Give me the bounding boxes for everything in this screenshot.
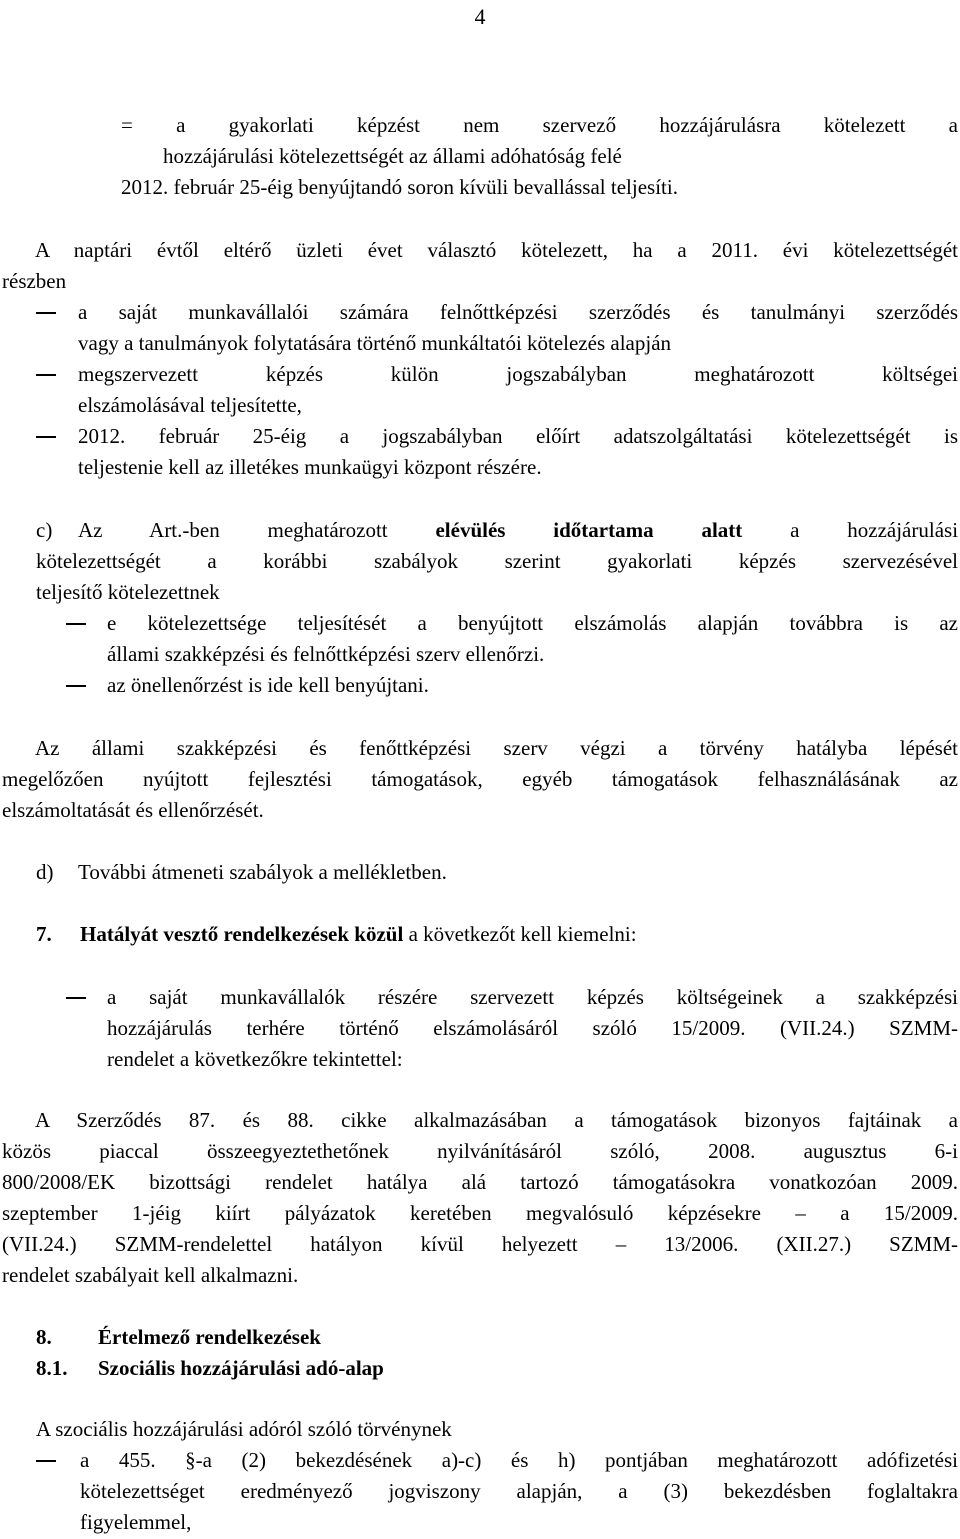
section-number: 7. <box>36 922 52 946</box>
list-item: kötelezettséget eredményező jogviszony alapján, a (3) bekezdésben foglaltakra <box>80 1479 958 1503</box>
dash-bullet <box>36 1460 56 1462</box>
list-item: hozzájárulás terhére történő elszámolásáról szóló 15/2009. (VII.24.) SZMM- <box>107 1016 958 1040</box>
list-item: állami szakképzési és felnőttképzési szerv ellenőrzi. <box>107 642 545 666</box>
paragraph-line: 2012. február 25-éig benyújtandó soron kívüli bevallással teljesíti. <box>121 175 678 199</box>
paragraph-line: A szociális hozzájárulási adóról szóló törvénynek <box>36 1417 452 1441</box>
dash-bullet <box>36 312 56 314</box>
paragraph-line: Az állami szakképzési és fenőttképzési szerv végzi a törvény hatályba lépését <box>35 736 958 760</box>
bold-text: alatt <box>701 518 743 542</box>
dash-bullet <box>66 685 86 687</box>
paragraph-line <box>78 518 958 543</box>
paragraph-line: (VII.24.) SZMM-rendelettel hatályon kívül helyezett – 13/2006. (XII.27.) SZMM- <box>2 1232 958 1256</box>
paragraph-line: elszámoltatását és ellenőrzését. <box>2 798 264 822</box>
item-label: d) <box>36 860 54 884</box>
list-item: 2012. február 25-éig a jogszabályban előírt adatszolgáltatási kötelezettségét is <box>78 424 958 448</box>
text-span: a hozzájárulási <box>790 518 959 542</box>
text-span: a következőt kell kiemelni: <box>403 922 637 946</box>
list-item: a 455. §-a (2) bekezdésének a)-c) és h) pontjában meghatározott adófizetési <box>80 1448 958 1472</box>
bold-text: elévülés <box>435 518 506 542</box>
list-item: rendelet a következőkre tekintettel: <box>107 1047 403 1071</box>
paragraph-line: További átmeneti szabályok a mellékletben. <box>78 860 447 884</box>
subsection-number: 8.1. <box>36 1356 68 1380</box>
paragraph-line: = a gyakorlati képzést nem szervező hozzájárulásra kötelezett a <box>121 113 958 137</box>
dash-bullet <box>66 623 86 625</box>
text-span: Az Art.-ben meghatározott <box>78 518 388 542</box>
paragraph-line: rendelet szabályait kell alkalmazni. <box>2 1263 299 1287</box>
paragraph-line: szeptember 1-jéig kiírt pályázatok keretében megvalósuló képzésekre – a 15/2009. <box>2 1201 958 1225</box>
paragraph-line: kötelezettségét a korábbi szabályok szerint gyakorlati képzés szervezésével <box>36 549 958 573</box>
bold-text: időtartama <box>553 518 654 542</box>
paragraph-line: teljesítő kötelezettnek <box>36 580 220 604</box>
section-title: Értelmező rendelkezések <box>98 1325 321 1349</box>
paragraph-line: hozzájárulási kötelezettségét az állami adóhatóság felé <box>163 144 622 168</box>
dash-bullet <box>36 436 56 438</box>
list-item: e kötelezettsége teljesítését a benyújtott elszámolás alapján továbbra is az <box>107 611 958 635</box>
list-item: vagy a tanulmányok folytatására történő munkáltatói kötelezés alapján <box>78 331 672 355</box>
paragraph-line: 800/2008/EK bizottsági rendelet hatálya alá tartozó támogatásokra vonatkozóan 2009. <box>2 1170 958 1194</box>
list-item: a saját munkavállalói számára felnőttképzési szerződés és tanulmányi szerződés <box>78 300 958 324</box>
page-number: 4 <box>474 4 486 29</box>
item-label: c) <box>36 518 53 542</box>
subsection-title: Szociális hozzájárulási adó-alap <box>98 1356 384 1380</box>
paragraph-line: közös piaccal összeegyeztethetőnek nyilvánításáról szóló, 2008. augusztus 6-i <box>2 1139 958 1163</box>
list-item: megszervezett képzés külön jogszabályban meghatározott költségei <box>78 362 958 386</box>
section-heading <box>80 922 637 947</box>
list-item: elszámolásával teljesítette, <box>78 393 302 417</box>
list-item: figyelemmel, <box>80 1510 192 1534</box>
dash-bullet <box>66 997 86 999</box>
paragraph-line: megelőzően nyújtott fejlesztési támogatások, egyéb támogatások felhasználásának az <box>2 767 958 791</box>
dash-bullet <box>36 374 56 376</box>
paragraph-line: A naptári évtől eltérő üzleti évet választó kötelezett, ha a 2011. évi kötelezettségét <box>35 238 958 262</box>
list-item: teljestenie kell az illetékes munkaügyi központ részére. <box>78 455 542 479</box>
paragraph-line: A Szerződés 87. és 88. cikke alkalmazásában a támogatások bizonyos fajtáinak a <box>35 1108 958 1132</box>
list-item: az önellenőrzést is ide kell benyújtani. <box>107 673 429 697</box>
section-number: 8. <box>36 1325 52 1349</box>
bold-text: Hatályát vesztő rendelkezések közül <box>80 922 404 946</box>
paragraph-line: részben <box>2 269 67 293</box>
list-item: a saját munkavállalók részére szervezett képzés költségeinek a szakképzési <box>107 985 958 1009</box>
